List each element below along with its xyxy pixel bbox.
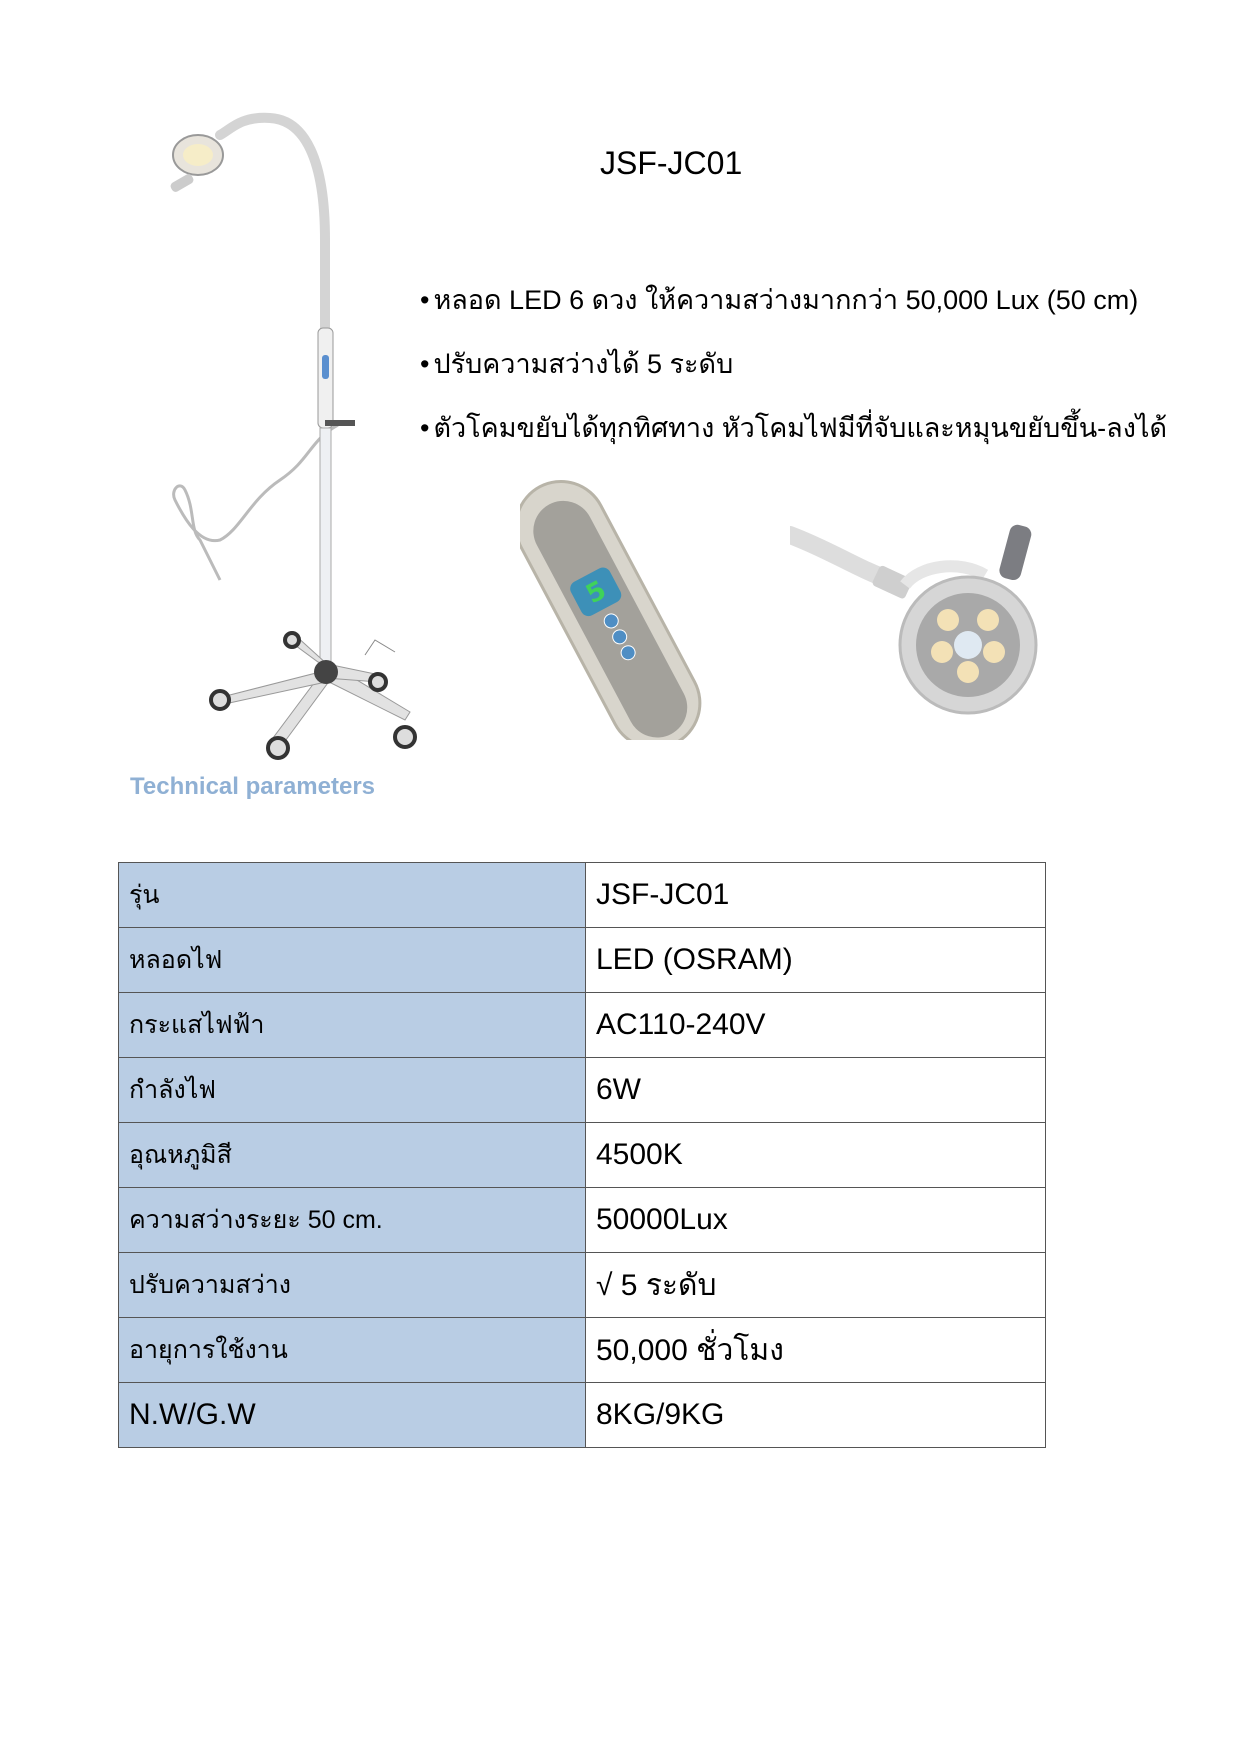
spec-label: รุ่น: [119, 863, 586, 928]
spec-label: กระแสไฟฟ้า: [119, 993, 586, 1058]
spec-row: [119, 1058, 1046, 1123]
control-column: [318, 328, 355, 428]
feature-list: [420, 278, 1167, 470]
spec-row: [119, 1188, 1046, 1253]
spec-value: 8KG/9KG: [586, 1383, 1046, 1448]
spec-row: [119, 1123, 1046, 1188]
gooseneck-arm: [220, 118, 325, 335]
spec-value: 50,000 ชั่วโมง: [586, 1318, 1046, 1383]
five-star-base: [211, 633, 415, 758]
bullet-icon: •: [420, 285, 430, 315]
spec-value: LED (OSRAM): [586, 928, 1046, 993]
feature-item: [420, 278, 1167, 342]
spec-value: 6W: [586, 1058, 1046, 1123]
lamp-head-photo: [790, 520, 1070, 720]
spec-label: ปรับความสว่าง: [119, 1253, 586, 1318]
feature-text: ตัวโคมขยับได้ทุกทิศทาง หัวโคมไฟมีที่จับและหมุนขยับขึ้น-ลงได้: [433, 413, 1168, 443]
panel-display-digit: 5: [581, 575, 612, 611]
lamp-head: [169, 135, 223, 193]
spec-value: √ 5 ระดับ: [586, 1253, 1046, 1318]
spec-label: หลอดไฟ: [119, 928, 586, 993]
model-title: JSF-JC01: [600, 145, 743, 181]
bullet-icon: •: [420, 413, 430, 443]
spec-label: อายุการใช้งาน: [119, 1318, 586, 1383]
pole: [320, 428, 331, 663]
spec-row: [119, 1253, 1046, 1318]
spec-row: [119, 863, 1046, 928]
spec-label: กำลังไฟ: [119, 1058, 586, 1123]
spec-value: AC110-240V: [586, 993, 1046, 1058]
led-array: [900, 577, 1036, 713]
spec-value: JSF-JC01: [586, 863, 1046, 928]
control-panel-photo: [520, 478, 730, 740]
spec-row: [119, 1383, 1046, 1448]
feature-text: ปรับความสว่างได้ 5 ระดับ: [433, 349, 734, 379]
spec-label: ความสว่างระยะ 50 cm.: [119, 1188, 586, 1253]
lamp-stand-photo: [160, 100, 440, 770]
feature-item: [420, 406, 1167, 470]
spec-value: 50000Lux: [586, 1188, 1046, 1253]
spec-table: [118, 862, 1046, 1448]
feature-text: หลอด LED 6 ดวง ให้ความสว่างมากกว่า 50,000 Lux (50 cm): [433, 285, 1139, 315]
power-cable: [174, 425, 338, 580]
spec-value: 4500K: [586, 1123, 1046, 1188]
bullet-icon: •: [420, 349, 430, 379]
spec-label: อุณหภูมิสี: [119, 1123, 586, 1188]
spec-row: [119, 928, 1046, 993]
spec-row: [119, 993, 1046, 1058]
feature-item: [420, 342, 1167, 406]
spec-row: [119, 1318, 1046, 1383]
section-heading: Technical parameters: [130, 773, 376, 800]
spec-label: N.W/G.W: [119, 1383, 586, 1448]
